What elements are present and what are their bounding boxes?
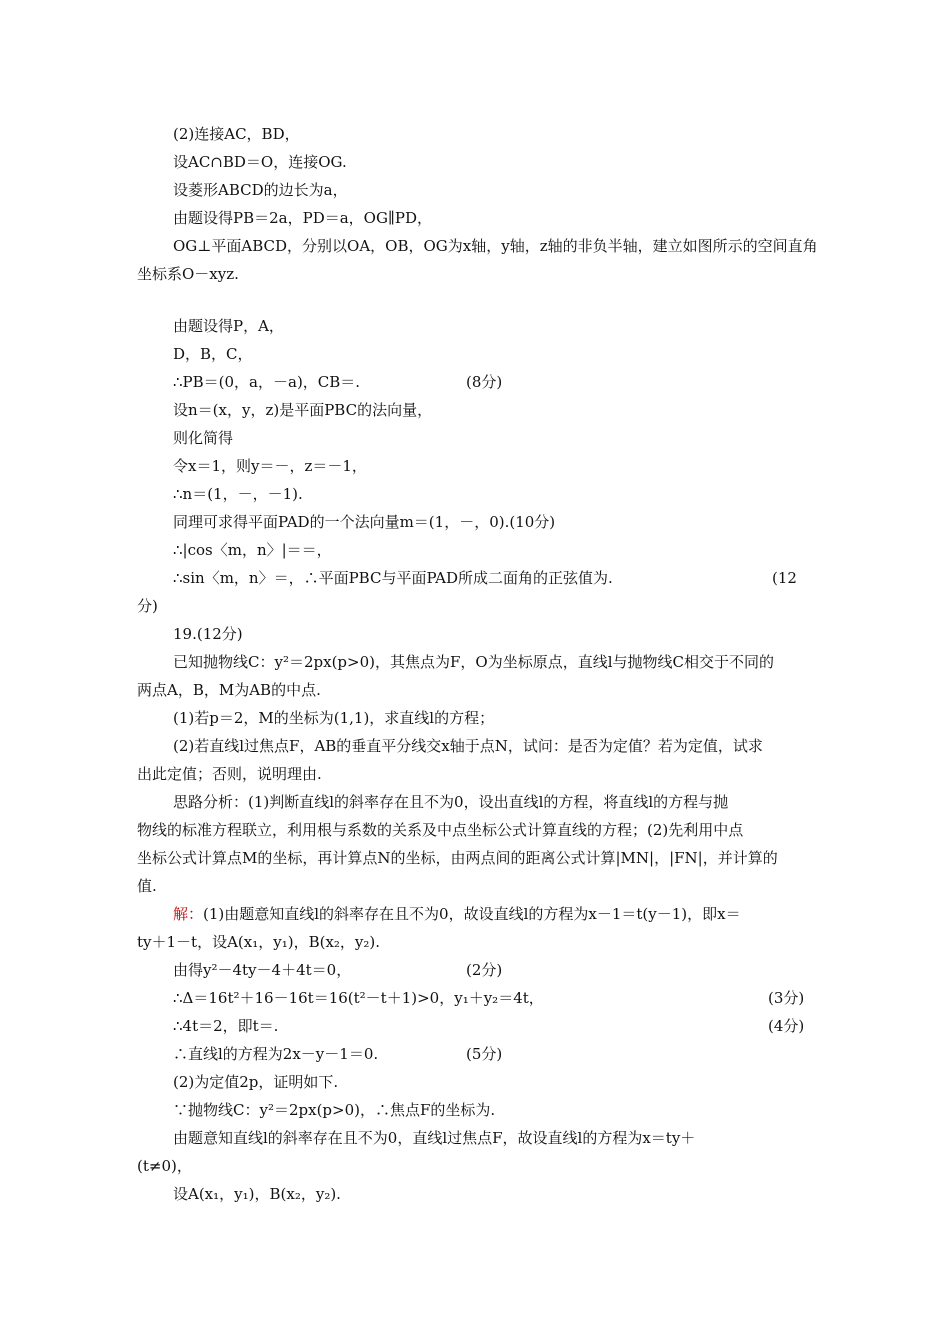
question-number: 19.(12分) [173,625,243,643]
text-line: ∴PB＝(0，a，－a)，CB＝. [173,373,361,391]
text-line: 设AC∩BD＝O，连接OG. [173,153,347,171]
text-line: 由题意知直线l的斜率存在且不为0，直线l过焦点F，故设直线l的方程为x＝ty＋ [173,1129,696,1147]
text-line: (1)若p＝2，M的坐标为(1,1)，求直线l的方程； [173,709,495,727]
text-line: ty＋1－t，设A(x₁，y₁)，B(x₂，y₂). [137,933,381,951]
text-line: 两点A，B，M为AB的中点. [137,681,321,699]
text-line: ∴|cos〈m，n〉|＝＝， [173,541,332,559]
text-line: 出此定值；否则，说明理由. [137,765,322,783]
score-note: (3分) [768,989,805,1007]
text-line: 由题设得PB＝2a，PD＝a，OG∥PD， [173,209,432,227]
score-note: (12 [772,569,797,587]
text-line: 则化简得 [173,429,234,447]
text-line: OG⊥平面ABCD，分别以OA，OB，OG为x轴，y轴，z轴的非负半轴，建立如图所示的空间直角 [173,237,818,255]
score-note: (2分) [466,961,503,979]
text-line: 坐标公式计算点M的坐标，再计算点N的坐标，由两点间的距离公式计算|MN|，|FN|，并计算的 [137,849,778,867]
text-line: ∴Δ＝16t²＋16－16t＝16(t²－t＋1)>0，y₁＋y₂＝4t， [173,989,544,1007]
text-line: (2)若直线l过焦点F，AB的垂直平分线交x轴于点N，试问：是否为定值？若为定值，试求 [173,737,763,755]
text-line: 同理可求得平面PAD的一个法向量m＝(1，－，0).(10分) [173,513,556,531]
text-line: (2)连接AC，BD， [173,125,300,143]
solution-line [173,904,741,924]
text-line: 设n＝(x，y，z)是平面PBC的法向量， [173,401,433,419]
text-line: 令x＝1，则y＝－，z＝－1， [173,457,367,475]
text-line: (1)由题意知直线l的斜率存在且不为0，故设直线l的方程为x－1＝t(y－1)，即x＝ [203,905,741,923]
score-note: (5分) [466,1045,503,1063]
text-line: 坐标系O－xyz. [137,265,239,283]
score-note: (4分) [768,1017,805,1035]
text-line: 由得y²－4ty－4＋4t＝0， [173,961,352,979]
text-line: 设A(x₁，y₁)，B(x₂，y₂). [173,1185,341,1203]
text-line: 物线的标准方程联立，利用根与系数的关系及中点坐标公式计算直线的方程；(2)先利用中点 [137,821,744,839]
solution-label: 解： [173,905,204,923]
text-line: 值. [137,877,157,895]
text-line: 由题设得P，A， [173,317,284,335]
text-line: (2)为定值2p，证明如下. [173,1073,339,1091]
text-line: ∵抛物线C：y²＝2px(p>0)，∴焦点F的坐标为. [173,1101,496,1119]
text-line: 分) [137,597,158,615]
text-line: ∴4t＝2，即t＝. [173,1017,279,1035]
score-note: (8分) [466,373,503,391]
text-line: (t≠0)， [137,1157,192,1175]
text-line: D，B，C， [173,345,253,363]
text-line: ∴直线l的方程为2x－y－1＝0. [173,1045,379,1063]
text-line: 设菱形ABCD的边长为a， [173,181,348,199]
text-line: 已知抛物线C：y²＝2px(p>0)，其焦点为F，O为坐标原点，直线l与抛物线C相交于不同的 [173,653,774,671]
text-line: ∴sin〈m，n〉＝，∴平面PBC与平面PAD所成二面角的正弦值为. [173,569,613,587]
text-line: 思路分析：(1)判断直线l的斜率存在且不为0，设出直线l的方程，将直线l的方程与抛 [173,793,729,811]
text-line: ∴n＝(1，－，－1). [173,485,303,503]
